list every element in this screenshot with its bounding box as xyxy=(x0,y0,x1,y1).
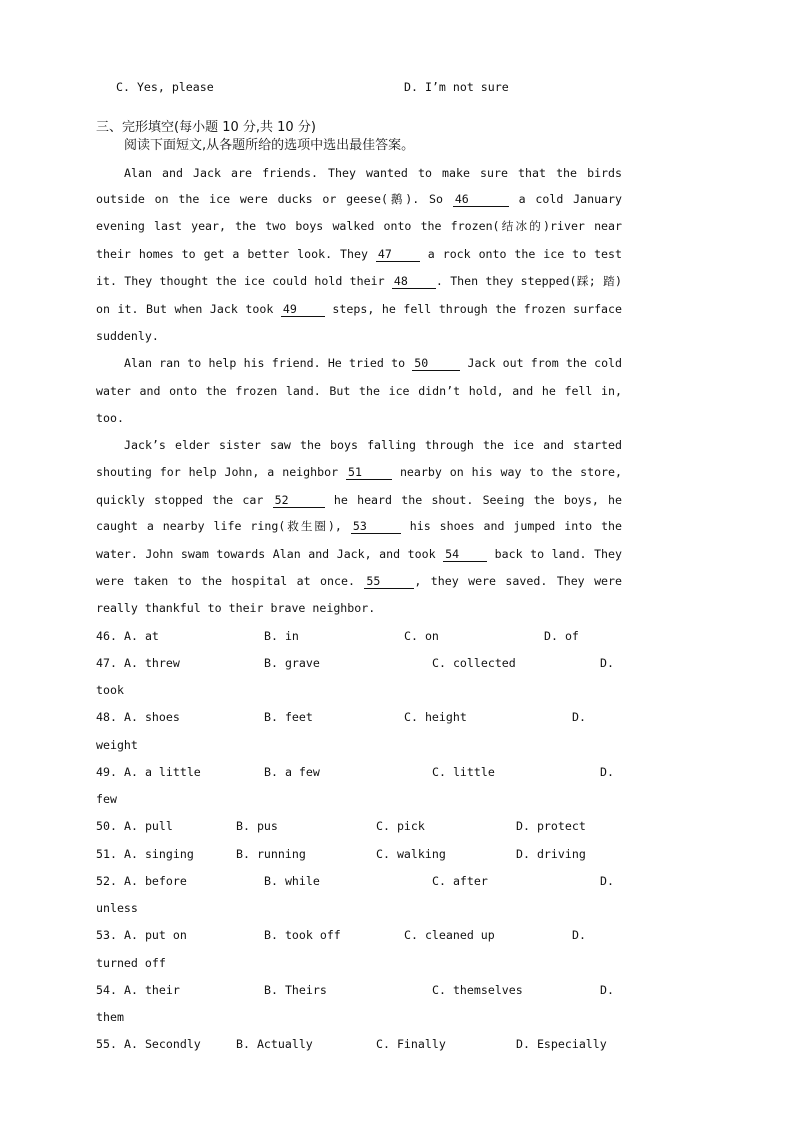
passage-line: really thankful to their brave neighbor. xyxy=(96,601,376,615)
option-a: A. pull xyxy=(124,819,173,833)
option-d-text: weight xyxy=(96,738,138,752)
option-a: A. their xyxy=(124,983,180,997)
option-c: C. height xyxy=(404,710,467,724)
passage-text: , they were saved. They were xyxy=(414,574,622,588)
passage-line: evening last year, the two boys walked onto the frozen(结冰的)river near xyxy=(96,219,622,233)
option-a: A. put on xyxy=(124,928,187,942)
question-number: 46. xyxy=(96,629,117,643)
option-d: D. xyxy=(600,656,614,670)
passage-line xyxy=(96,302,622,317)
passage-text: steps, he fell through the frozen surface xyxy=(332,302,622,316)
passage-text: on it. But when Jack took xyxy=(96,302,274,316)
blank-49: 49 xyxy=(281,303,325,317)
passage-text: . Then they stepped(踩; 踏) xyxy=(435,274,622,288)
option-d: D. xyxy=(600,983,614,997)
blank-51: 51 xyxy=(346,466,392,480)
blank-54: 54 xyxy=(443,548,487,562)
option-b: B. Theirs xyxy=(264,983,327,997)
option-d-text: turned off xyxy=(96,956,166,970)
passage-text: back to land. They xyxy=(494,547,622,561)
question-number: 51. xyxy=(96,847,117,861)
option-d: D. xyxy=(572,710,586,724)
prev-option-c: C. Yes, please xyxy=(116,80,214,94)
passage-text: Jack out from the cold xyxy=(467,356,623,370)
passage-line xyxy=(96,247,622,262)
option-d: D. xyxy=(600,765,614,779)
option-b: B. took off xyxy=(264,928,341,942)
option-c: C. cleaned up xyxy=(404,928,495,942)
blank-48: 48 xyxy=(392,275,436,289)
question-number: 47. xyxy=(96,656,117,670)
option-d-text: few xyxy=(96,792,117,806)
question-number: 50. xyxy=(96,819,117,833)
option-b: B. Actually xyxy=(236,1037,313,1051)
option-a: A. Secondly xyxy=(124,1037,201,1051)
blank-46: 46 xyxy=(453,193,509,207)
blank-50: 50 xyxy=(412,357,460,371)
section-heading: 三、完形填空(每小题 10 分,共 10 分) xyxy=(96,120,316,135)
option-d: D. xyxy=(600,874,614,888)
passage-line: water and onto the frozen land. But the ice didn’t hold, and he fell in, xyxy=(96,384,622,398)
option-a: A. before xyxy=(124,874,187,888)
option-d-text: unless xyxy=(96,901,138,915)
passage-line xyxy=(96,273,622,289)
option-b: B. grave xyxy=(264,656,320,670)
passage-line xyxy=(96,574,622,589)
option-b: B. feet xyxy=(264,710,313,724)
option-a: A. at xyxy=(124,629,159,643)
blank-55: 55 xyxy=(364,575,414,589)
passage-text: Alan ran to help his friend. He tried to xyxy=(124,356,406,370)
section-instruction: 阅读下面短文,从各题所给的选项中选出最佳答案。 xyxy=(124,138,415,153)
question-number: 49. xyxy=(96,765,117,779)
option-b: B. pus xyxy=(236,819,278,833)
option-a: A. singing xyxy=(124,847,194,861)
passage-line xyxy=(96,465,622,480)
option-a: A. threw xyxy=(124,656,180,670)
option-c: C. after xyxy=(432,874,488,888)
option-d: D. of xyxy=(544,629,579,643)
option-b: B. running xyxy=(236,847,306,861)
option-c: C. pick xyxy=(376,819,425,833)
passage-text: nearby on his way to the store, xyxy=(399,465,623,479)
option-d: D. Especially xyxy=(516,1037,607,1051)
option-a: A. shoes xyxy=(124,710,180,724)
passage-line xyxy=(96,518,622,534)
blank-52: 52 xyxy=(273,494,325,508)
question-number: 52. xyxy=(96,874,117,888)
question-number: 55. xyxy=(96,1037,117,1051)
option-d-text: them xyxy=(96,1010,124,1024)
passage-text: he heard the shout. Seeing the boys, he xyxy=(333,493,623,507)
passage-line xyxy=(96,191,622,207)
passage-line xyxy=(96,493,622,508)
option-c: C. themselves xyxy=(432,983,523,997)
passage-text: it. They thought the ice could hold their xyxy=(96,274,385,288)
blank-53: 53 xyxy=(351,520,401,534)
passage-text: water. John swam towards Alan and Jack, and took xyxy=(96,547,436,561)
passage-line: Alan and Jack are friends. They wanted to make sure that the birds xyxy=(124,166,622,180)
question-number: 53. xyxy=(96,928,117,942)
option-d: D. protect xyxy=(516,819,586,833)
passage-text: quickly stopped the car xyxy=(96,493,264,507)
passage-text: shouting for help John, a neighbor xyxy=(96,465,339,479)
question-number: 48. xyxy=(96,710,117,724)
option-b: B. while xyxy=(264,874,320,888)
passage-text: their homes to get a better look. They xyxy=(96,247,368,261)
passage-text: were taken to the hospital at once. xyxy=(96,574,355,588)
option-c: C. walking xyxy=(376,847,446,861)
passage-text: a rock onto the ice to test xyxy=(427,247,622,261)
passage-text: a cold January xyxy=(518,192,622,206)
option-b: B. a few xyxy=(264,765,320,779)
option-c: C. Finally xyxy=(376,1037,446,1051)
passage-line: Jack’s elder sister saw the boys falling through the ice and started xyxy=(124,438,622,452)
passage-line xyxy=(124,356,622,371)
option-c: C. little xyxy=(432,765,495,779)
passage-text: outside on the ice were ducks or geese(鹅). So xyxy=(96,192,443,206)
option-d-text: took xyxy=(96,683,124,697)
option-c: C. on xyxy=(404,629,439,643)
passage-line: suddenly. xyxy=(96,329,159,343)
passage-text: caught a nearby life ring(救生圈), xyxy=(96,519,342,533)
option-a: A. a little xyxy=(124,765,201,779)
option-b: B. in xyxy=(264,629,299,643)
prev-option-d: D. I’m not sure xyxy=(404,80,509,94)
passage-line xyxy=(96,547,622,562)
passage-line: too. xyxy=(96,411,124,425)
question-number: 54. xyxy=(96,983,117,997)
option-d: D. driving xyxy=(516,847,586,861)
option-d: D. xyxy=(572,928,586,942)
passage-text: his shoes and jumped into the xyxy=(409,519,623,533)
option-c: C. collected xyxy=(432,656,516,670)
blank-47: 47 xyxy=(376,248,420,262)
